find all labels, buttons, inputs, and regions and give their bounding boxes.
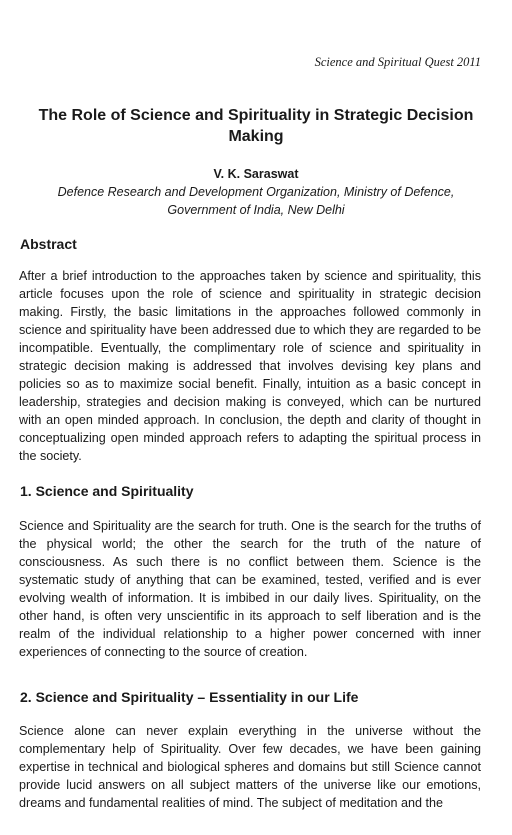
author-affiliation: Defence Research and Development Organization, Ministry of Defence, Government of India, New Delhi <box>57 185 455 217</box>
section-2-text: Science alone can never explain everything in the universe without the complementary help of Spirituality. Over few decades, we have been gaining expertise in technical and biological spheres and domains but still Science cannot provide lucid answers on all subject matters of the universe like our emotions, dreams and fundamental realities of mind. The subject of meditation and the <box>19 724 481 810</box>
author-name: V. K. Saraswat <box>213 167 299 181</box>
running-header: Science and Spiritual Quest 2011 <box>314 55 481 69</box>
abstract-heading: Abstract <box>20 236 77 252</box>
section-2-heading: 2. Science and Spirituality – Essentiality in our Life <box>20 689 359 705</box>
paper-title: The Role of Science and Spirituality in Strategic Decision Making <box>38 107 474 145</box>
abstract-text: After a brief introduction to the approaches taken by science and spirituality, this article focuses upon the role of science and spirituality in strategic decision making. Firstly, the basic limitations in the approaches followed commonly in science and spirituality have been addressed due to which they are regarded to be incompatible. Eventually, the complimentary role of science and spirituality in strategic decision making is addressed that involves devising key plans and policies so as to maximize social benefit. Finally, intuition as a basic concept in leadership, strategies and decision making is conveyed, which can be nurtured with an open minded approach. In conclusion, the depth and clarity of thought in conceptualizing open minded approach refers to adapting the spiritual process in the society. <box>19 269 481 463</box>
section-1-text: Science and Spirituality are the search for truth. One is the search for the truths of the physical world; the other the search for the truth of the nature of consciousness. As such there is no conflict between them. Science is the systematic study of anything that can be examined, tested, verified and is ever evolving wealth of information. It is imbibed in our daily lives. Spirituality, on the other hand, is often very unscientific in its approach to self liberation and is the realm of the individual relationship to a higher power concerned with inner experiences of connecting to the source of creation. <box>19 519 481 659</box>
section-1-heading: 1. Science and Spirituality <box>20 483 194 499</box>
